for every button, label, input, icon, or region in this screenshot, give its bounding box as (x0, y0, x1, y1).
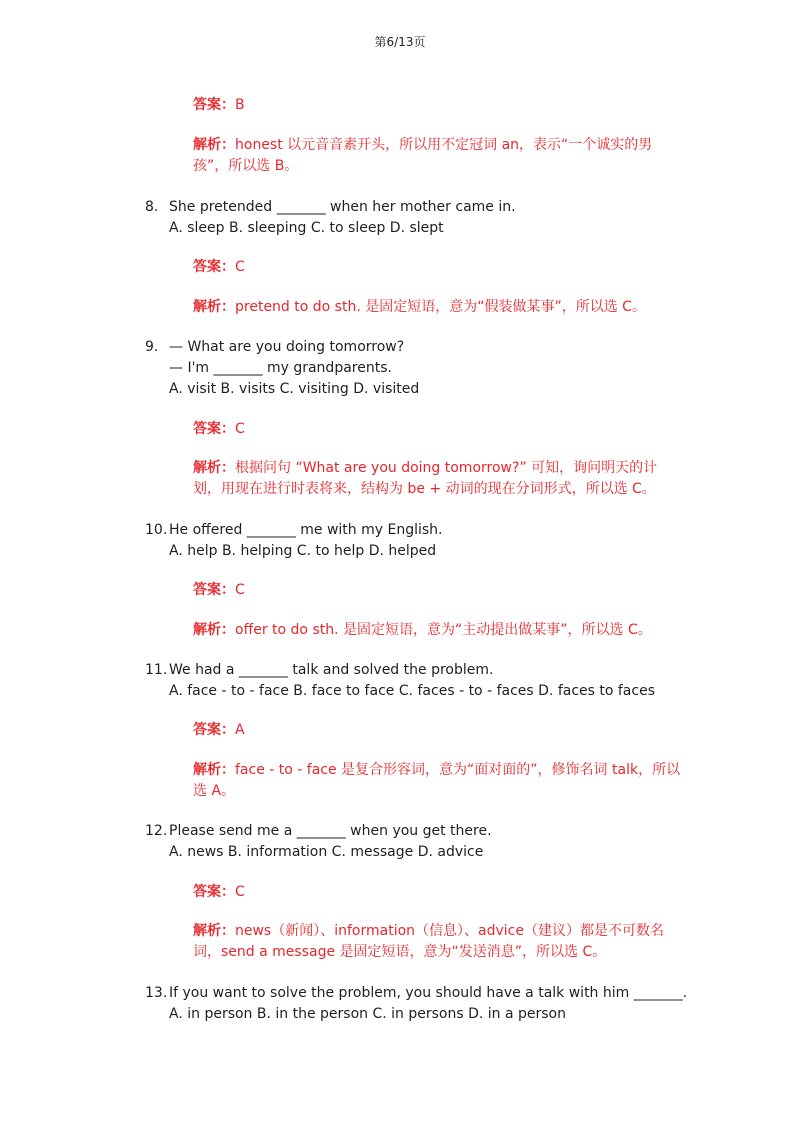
question-number: 8. (145, 199, 159, 215)
question-options: A. visit B. visits C. visiting D. visited (169, 381, 420, 397)
answer-value: C (235, 421, 245, 437)
analysis-text: face - to - face 是复合形容词，意为“面对面的”，修饰名词 talk，所以选 A。 (193, 762, 681, 799)
answer-label: 答案： (193, 884, 235, 900)
answer-label: 答案： (193, 97, 235, 113)
analysis-text: honest 以元音音素开头，所以用不定冠词 an，表示“一个诚实的男孩”，所以选 B。 (193, 137, 653, 174)
question-options: A. news B. information C. message D. advice (169, 844, 484, 860)
answer-label: 答案： (193, 582, 235, 598)
question-number: 12. (145, 823, 168, 839)
answer-value: C (235, 259, 245, 275)
answer-label: 答案： (193, 722, 235, 738)
question-options: A. sleep B. sleeping C. to sleep D. slept (169, 220, 444, 236)
analysis-text: pretend to do sth. 是固定短语，意为“假装做某事”，所以选 C。 (235, 299, 646, 315)
answer-value: A (235, 722, 245, 738)
analysis-label: 解析： (193, 622, 235, 638)
analysis-label: 解析： (193, 137, 235, 153)
question-options: A. help B. helping C. to help D. helped (169, 543, 437, 559)
analysis-text: news（新闻）、information（信息）、advice（建议）都是不可数名词，send a message 是固定短语，意为“发送消息”，所以选 C。 (193, 923, 664, 960)
question-text: He offered _______ me with my English. (169, 522, 443, 538)
page-number: 第6/13页 (374, 35, 426, 49)
analysis-label: 解析： (193, 762, 235, 778)
question-options: A. in person B. in the person C. in persons D. in a person (169, 1006, 566, 1022)
analysis-text: 根据问句 “What are you doing tomorrow?” 可知，询问明天的计划，用现在进行时表将来，结构为 be + 动词的现在分词形式，所以选 C。 (193, 460, 658, 497)
question-text-line-2: — I'm _______ my grandparents. (169, 360, 392, 376)
analysis-label: 解析： (193, 299, 235, 315)
analysis-label: 解析： (193, 460, 235, 476)
question-text: If you want to solve the problem, you should have a talk with him _______. (169, 985, 688, 1001)
analysis-label: 解析： (193, 923, 235, 939)
answer-value: B (235, 97, 245, 113)
answer-value: C (235, 582, 245, 598)
answer-label: 答案： (193, 259, 235, 275)
question-options: A. face - to - face B. face to face C. faces - to - faces D. faces to faces (169, 683, 655, 699)
answer-label: 答案： (193, 421, 235, 437)
question-text: We had a _______ talk and solved the problem. (169, 662, 494, 678)
question-number: 13. (145, 985, 168, 1001)
question-number: 10. (145, 522, 168, 538)
question-text: She pretended _______ when her mother came in. (169, 199, 516, 215)
question-number: 9. (145, 339, 159, 355)
question-number: 11. (145, 662, 168, 678)
analysis-text: offer to do sth. 是固定短语，意为“主动提出做某事”，所以选 C。 (235, 622, 652, 638)
answer-value: C (235, 884, 245, 900)
question-text: Please send me a _______ when you get there. (169, 823, 492, 839)
question-text: — What are you doing tomorrow? (169, 339, 405, 355)
